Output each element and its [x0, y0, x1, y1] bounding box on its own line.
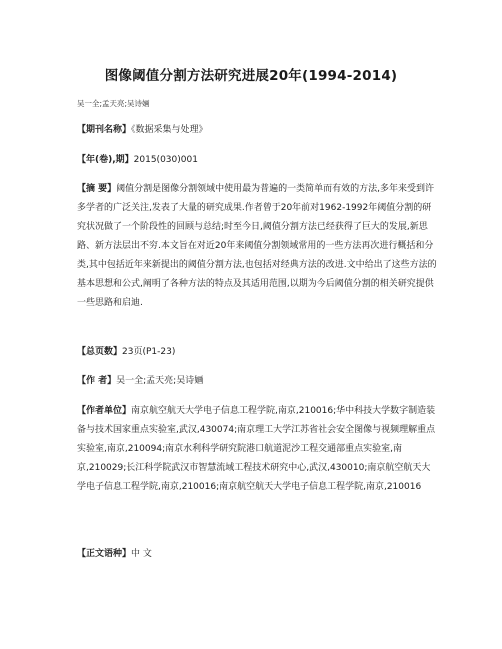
authors-line: 吴一全;孟天亮;吴诗婳: [77, 99, 150, 108]
abstract-value: 阈值分割是图像分割领域中使用最为普遍的一类简单而有效的方法,多年来受到许多学者的广泛关注,发表了大量的研究成果.作者曾于20年前对1962-1992年阈值分割的研究状况做了一个阶段性的回顾与总结;时至今日,阈值分割方法已经获得了巨大的发展,新思路、新方法层出不穷.本文旨在对近20年来阈值分割领域常用的一些方法再次进行概括和分类,其中包括近年来新提出的阈值分割方法,也包括对经典方法的改进.文中给出了这些方法的基本思想和公式,阐明了各种方法的特点及其适用范围,以期为今后阈值分割的相关研究提供一些思路和启迪.: [77, 184, 437, 308]
abstract-label: 【摘 要】: [77, 184, 117, 194]
pages-field: [77, 343, 437, 362]
journal-value: 《数据采集与处理》: [131, 125, 208, 135]
pages-value: 23页(P1-23): [122, 347, 176, 357]
author-label: 【作 者】: [77, 376, 117, 386]
pages-label: 【总页数】: [77, 347, 123, 357]
author-field: [77, 372, 437, 391]
journal-label: 【期刊名称】: [77, 125, 132, 135]
abstract-field: [77, 180, 437, 313]
language-field: [77, 545, 437, 564]
journal-field: [77, 121, 437, 140]
affiliation-value: 南京航空航天大学电子信息工程学院,南京,210016;华中科技大学数字制造装备与技术国家重点实验室,武汉,430074;南京理工大学江苏省社会安全图像与视频理解重点实验室,南京,210094;南京水利科学研究院港口航道泥沙工程交通部重点实验室,南京,210029;长江科学院武汉市智慧流域工程技术研究中心,武汉,430010;南京航空航天大学电子信息工程学院,南京,210016;南京航空航天大学电子信息工程学院,南京,210016: [77, 406, 436, 492]
document-title: 图像阈值分割方法研究进展20年(1994-2014): [104, 68, 398, 84]
year-issue-value: 2015(030)001: [133, 155, 198, 165]
language-value: 中 文: [131, 549, 152, 559]
language-label: 【正文语种】: [77, 549, 132, 559]
affiliation-field: [77, 402, 437, 497]
affiliation-label: 【作者单位】: [77, 406, 132, 416]
year-issue-label: 【年(卷),期】: [77, 155, 134, 165]
author-value: 吴一全;孟天亮;吴诗婳: [116, 376, 204, 386]
year-issue-field: [77, 151, 437, 170]
